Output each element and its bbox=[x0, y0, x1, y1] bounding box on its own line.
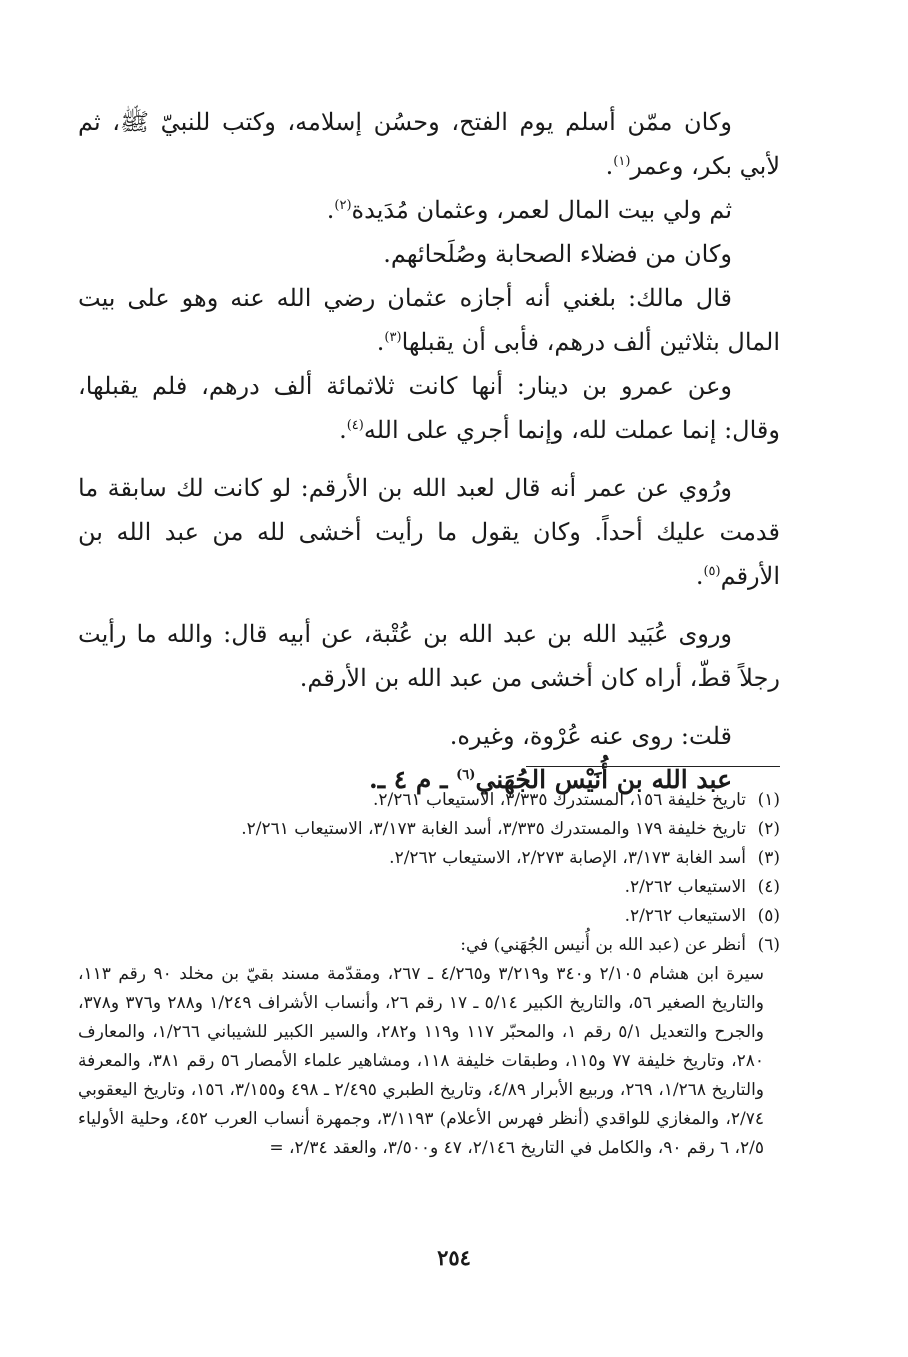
footnote-ref[interactable]: (٥) bbox=[703, 564, 721, 579]
page-number: ٢٥٤ bbox=[437, 1245, 471, 1270]
paragraph-text: وعن عمرو بن دينار: أنها كانت ثلاثمائة ألف درهم، فلم يقبلها، وقال: إنما عملت لله، وإنما أجري على الله bbox=[78, 372, 780, 444]
footnote-3 bbox=[78, 844, 780, 873]
footnote-ref[interactable]: (٣) bbox=[384, 330, 402, 345]
paragraph-5 bbox=[78, 364, 780, 452]
footnote-number: (٦) bbox=[757, 935, 780, 955]
footnote-ref[interactable]: (٤) bbox=[346, 418, 364, 433]
footnote-text: تاريخ خليفة ١٥٦، المستدرك ٣/٣٣٥، الاستيعاب ٢/٢٦١. bbox=[372, 790, 746, 810]
footnotes bbox=[78, 786, 780, 1163]
footnote-ref[interactable]: (٢) bbox=[334, 198, 352, 213]
paragraph-tail: . bbox=[339, 416, 347, 444]
footnote-number: (٤) bbox=[757, 877, 780, 897]
paragraph-1 bbox=[78, 100, 780, 188]
paragraph-text: ثم ولي بيت المال لعمر، وعثمان مُدَيدة bbox=[351, 196, 732, 224]
footnote-ref[interactable]: (٦) bbox=[456, 767, 476, 783]
footnote-5 bbox=[78, 902, 780, 931]
footnote-text: تاريخ خليفة ١٧٩ والمستدرك ٣/٣٣٥، أسد الغابة ٣/١٧٣، الاستيعاب ٢/٢٦١. bbox=[241, 819, 746, 839]
paragraph-8 bbox=[78, 714, 780, 758]
paragraph-2 bbox=[78, 188, 780, 232]
main-text bbox=[78, 100, 780, 802]
paragraph-text: وكان من فضلاء الصحابة وصُلَحائهم. bbox=[383, 240, 732, 268]
footnote-number: (٢) bbox=[757, 819, 780, 839]
footnote-6 bbox=[78, 931, 780, 960]
footnote-text: أسد الغابة ٣/١٧٣، الإصابة ٢/٢٧٣، الاستيعاب ٢/٢٦٢. bbox=[389, 848, 746, 868]
entry-heading-tail: ـ م ٤ ـ. bbox=[369, 765, 457, 794]
footnote-text: الاستيعاب ٢/٢٦٢. bbox=[624, 877, 746, 897]
footnote-number: (١) bbox=[757, 790, 780, 810]
footnote-text: الاستيعاب ٢/٢٦٢. bbox=[624, 906, 746, 926]
paragraph-6 bbox=[78, 466, 780, 598]
paragraph-tail: . bbox=[326, 196, 335, 224]
paragraph-tail: . bbox=[695, 562, 704, 590]
footnote-ref[interactable]: (١) bbox=[613, 154, 631, 169]
paragraph-text: قلت: روى عنه عُرْوة، وغيره. bbox=[449, 722, 732, 750]
paragraph-text: ورُوي عن عمر أنه قال لعبد الله بن الأرقم: لو كانت لك سابقة ما قدمت عليك أحداً. وكان يقول ما رأيت أخشى لله من عبد الله بن الأرقم bbox=[78, 474, 780, 590]
footnote-number: (٣) bbox=[757, 848, 780, 868]
paragraph-tail: . bbox=[605, 152, 614, 180]
paragraph-text: وكان ممّن أسلم يوم الفتح، وحسُن إسلامه، وكتب للنبيّ ﷺ، ثم لأبي بكر، وعمر bbox=[78, 108, 780, 180]
footnote-separator bbox=[526, 766, 780, 767]
paragraph-4 bbox=[78, 276, 780, 364]
footnote-text: أنظر عن (عبد الله بن أُنيس الجُهَني) في: bbox=[460, 935, 746, 955]
entry-heading-name: عبد الله بن أُنَيْس الجُهَني bbox=[475, 765, 732, 794]
footnote-1 bbox=[78, 786, 780, 815]
footnote-4 bbox=[78, 873, 780, 902]
paragraph-text: قال مالك: بلغني أنه أجازه عثمان رضي الله عنه وهو على بيت المال بثلاثين ألف درهم، فأبى أن يقبلها bbox=[78, 284, 780, 356]
footnote-6-sources: سيرة ابن هشام ٢/١٠٥ و٣٤٠ و٣/٢١٩ و٤/٢٦٥ ـ ٢٦٧، ومقدّمة مسند بقيّ بن مخلد ٩٠ رقم ١١٣، والتاريخ الصغير ٥٦، والتاريخ الكبير ٥/١٤ ـ ١٧ رقم ٢٦، وأنساب الأشراف ١/٢٤٩ و٢٨٨ و٣٧٦ و٣٧٨، والجرح والتعديل ٥/١ رقم ١، والمحبّر ١١٧ و١١٩ و٢٨٢، والسير الكبير للشيباني ١/٢٦٦، والمعارف ٢٨٠، وتاريخ خليفة ٧٧ و١١٥، وطبقات خليفة ١١٨، ومشاهير علماء الأمصار ٥٦ رقم ٣٨١، والمعرفة والتاريخ ١/٢٦٨، ٢٦٩، وربيع الأبرار ٤/٨٩، وتاريخ الطبري ٢/٤٩٥ ـ ٤٩٨ و٣/١٥٥، ١٥٦، وتاريخ اليعقوبي ٢/٧٤، والمغازي للواقدي (أنظر فهرس الأعلام) ٣/١١٩٣، وجمهرة أنساب العرب ٤٥٢، وحلية الأولياء ٢/٥، ٦ رقم ٩٠، والكامل في التاريخ ٢/١٤٦، ٤٧ و٣/٥٠٠، والعقد ٢/٣٤، = bbox=[78, 964, 765, 1158]
paragraph-tail: . bbox=[376, 328, 385, 356]
paragraph-7 bbox=[78, 612, 780, 700]
paragraph-3 bbox=[78, 232, 780, 276]
footnote-number: (٥) bbox=[757, 906, 780, 926]
footnote-2 bbox=[78, 815, 780, 844]
paragraph-text: وروى عُبَيد الله بن عبد الله بن عُتْبة، عن أبيه قال: والله ما رأيت رجلاً قطّ، أراه كان أخشى من عبد الله بن الأرقم. bbox=[78, 620, 780, 692]
